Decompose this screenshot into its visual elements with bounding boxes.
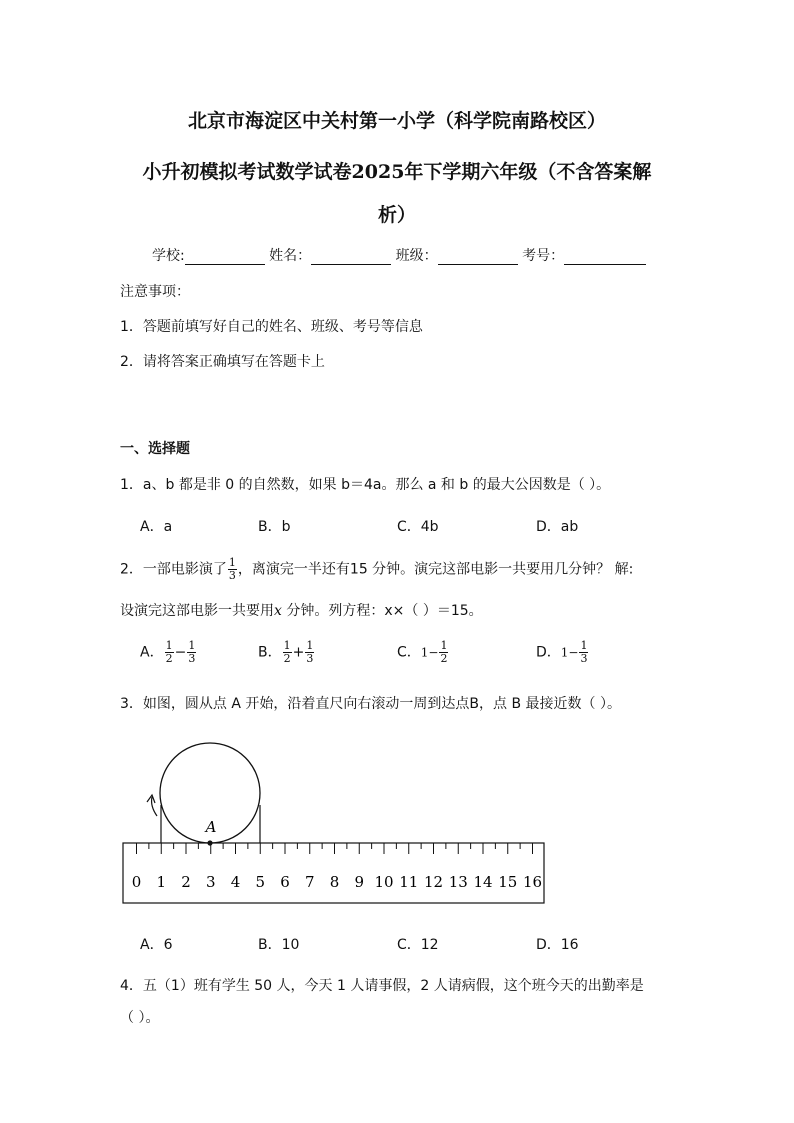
q1-option-b[interactable]: B．b bbox=[258, 519, 291, 535]
note-item-2: 2．请将答案正确填写在答题卡上 bbox=[120, 354, 325, 370]
q1-option-c[interactable]: C．4b bbox=[397, 519, 439, 535]
frac-denominator: 3 bbox=[188, 652, 196, 665]
q2-c-lead: 1− bbox=[420, 645, 439, 660]
point-a-label: A bbox=[205, 818, 217, 836]
q2-frac-denominator: 3 bbox=[228, 569, 236, 582]
frac-numerator: 1 bbox=[580, 639, 588, 652]
q2-variable: x bbox=[274, 603, 282, 619]
frac-denominator: 2 bbox=[283, 652, 291, 665]
frac-denominator: 2 bbox=[165, 652, 173, 665]
title-line-2: 小升初模拟考试数学试卷2025年下学期六年级（不含答案解 bbox=[142, 161, 652, 183]
q2-d-lead: 1− bbox=[560, 645, 579, 660]
q2-frac-numerator: 1 bbox=[228, 556, 236, 569]
ruler-number-label: 6 bbox=[280, 873, 290, 891]
ruler-number-label: 1 bbox=[156, 873, 167, 891]
ruler-number-label: 16 bbox=[522, 873, 543, 891]
frac-numerator: 1 bbox=[165, 639, 173, 652]
rotation-arrow-icon bbox=[147, 795, 157, 816]
q2-line2-post: 分钟。列方程：x×（ ）＝15。 bbox=[281, 603, 483, 619]
ruler-number-label: 5 bbox=[255, 873, 266, 891]
ruler-number-label: 11 bbox=[399, 873, 419, 891]
question-4-stem-line-1: 4．五（1）班有学生 50 人，今天 1 人请事假，2 人请病假，这个班今天的出勤率是 bbox=[120, 978, 644, 994]
frac-denominator: 3 bbox=[306, 652, 314, 665]
q2-stem-pre: 2．一部电影演了 bbox=[120, 561, 227, 578]
frac-numerator: 1 bbox=[440, 639, 448, 652]
note-item-1: 1．答题前填写好自己的姓名、班级、考号等信息 bbox=[120, 319, 423, 335]
ruler-number-label: 4 bbox=[230, 873, 241, 891]
q3-option-b[interactable]: B．10 bbox=[258, 937, 300, 953]
point-a-dot bbox=[207, 840, 212, 845]
class-label: 班级： bbox=[395, 248, 438, 264]
school-label: 学校: bbox=[152, 248, 185, 264]
q2-option-b-label: B． bbox=[258, 644, 282, 661]
ruler-number-label: 8 bbox=[329, 873, 340, 891]
ruler-number-label: 7 bbox=[304, 873, 315, 891]
q1-option-d[interactable]: D．ab bbox=[536, 519, 579, 535]
frac-denominator: 3 bbox=[580, 652, 588, 665]
q1-option-a[interactable]: A．a bbox=[140, 519, 173, 535]
question-1-stem: 1．a、b 都是非 0 的自然数，如果 b＝4a。那么 a 和 b 的最大公因数是（ ）。 bbox=[120, 477, 611, 493]
q2-option-d-label: D． bbox=[536, 644, 561, 661]
ruler-number-label: 14 bbox=[473, 873, 493, 891]
notes-heading: 注意事项： bbox=[120, 284, 190, 300]
q2-line2-pre: 设演完这部电影一共要用 bbox=[120, 603, 274, 619]
name-label: 姓名： bbox=[269, 248, 312, 264]
ruler-number-label: 12 bbox=[423, 873, 444, 891]
q3-option-d[interactable]: D．16 bbox=[536, 937, 579, 953]
ruler-number-label: 13 bbox=[448, 873, 468, 891]
ruler-number-label: 3 bbox=[205, 873, 216, 891]
q2-a-operator: − bbox=[174, 644, 187, 661]
frac-denominator: 2 bbox=[440, 652, 448, 665]
title-line-1: 北京市海淀区中关村第一小学（科学院南路校区） bbox=[187, 110, 606, 132]
frac-numerator: 1 bbox=[188, 639, 196, 652]
ruler-number-label: 0 bbox=[131, 873, 142, 891]
frac-numerator: 1 bbox=[283, 639, 291, 652]
ruler-number-label: 9 bbox=[354, 873, 365, 891]
question-3-stem: 3．如图，圆从点 A 开始，沿着直尺向右滚动一周到达点B，点 B 最接近数（ ）。 bbox=[120, 696, 621, 712]
q2-stem-post: ，离演完一半还有15 分钟。演完这部电影一共要用几分钟？ 解: bbox=[237, 561, 634, 578]
section-heading: 一、选择题 bbox=[120, 441, 190, 457]
q3-option-a[interactable]: A．6 bbox=[140, 937, 173, 953]
q2-option-c-label: C． bbox=[397, 644, 421, 661]
ruler-number-label: 2 bbox=[181, 873, 191, 891]
ruler-number-label: 10 bbox=[374, 873, 394, 891]
frac-numerator: 1 bbox=[306, 639, 314, 652]
title-line-3: 析） bbox=[377, 204, 416, 226]
ruler-number-label: 15 bbox=[498, 873, 518, 891]
q2-option-a-label: A． bbox=[140, 644, 164, 661]
q3-option-c[interactable]: C．12 bbox=[397, 937, 439, 953]
question-4-stem-line-2: （ ）。 bbox=[120, 1010, 160, 1026]
exam-no-label: 考号： bbox=[522, 248, 565, 264]
q2-b-operator: + bbox=[292, 644, 305, 661]
